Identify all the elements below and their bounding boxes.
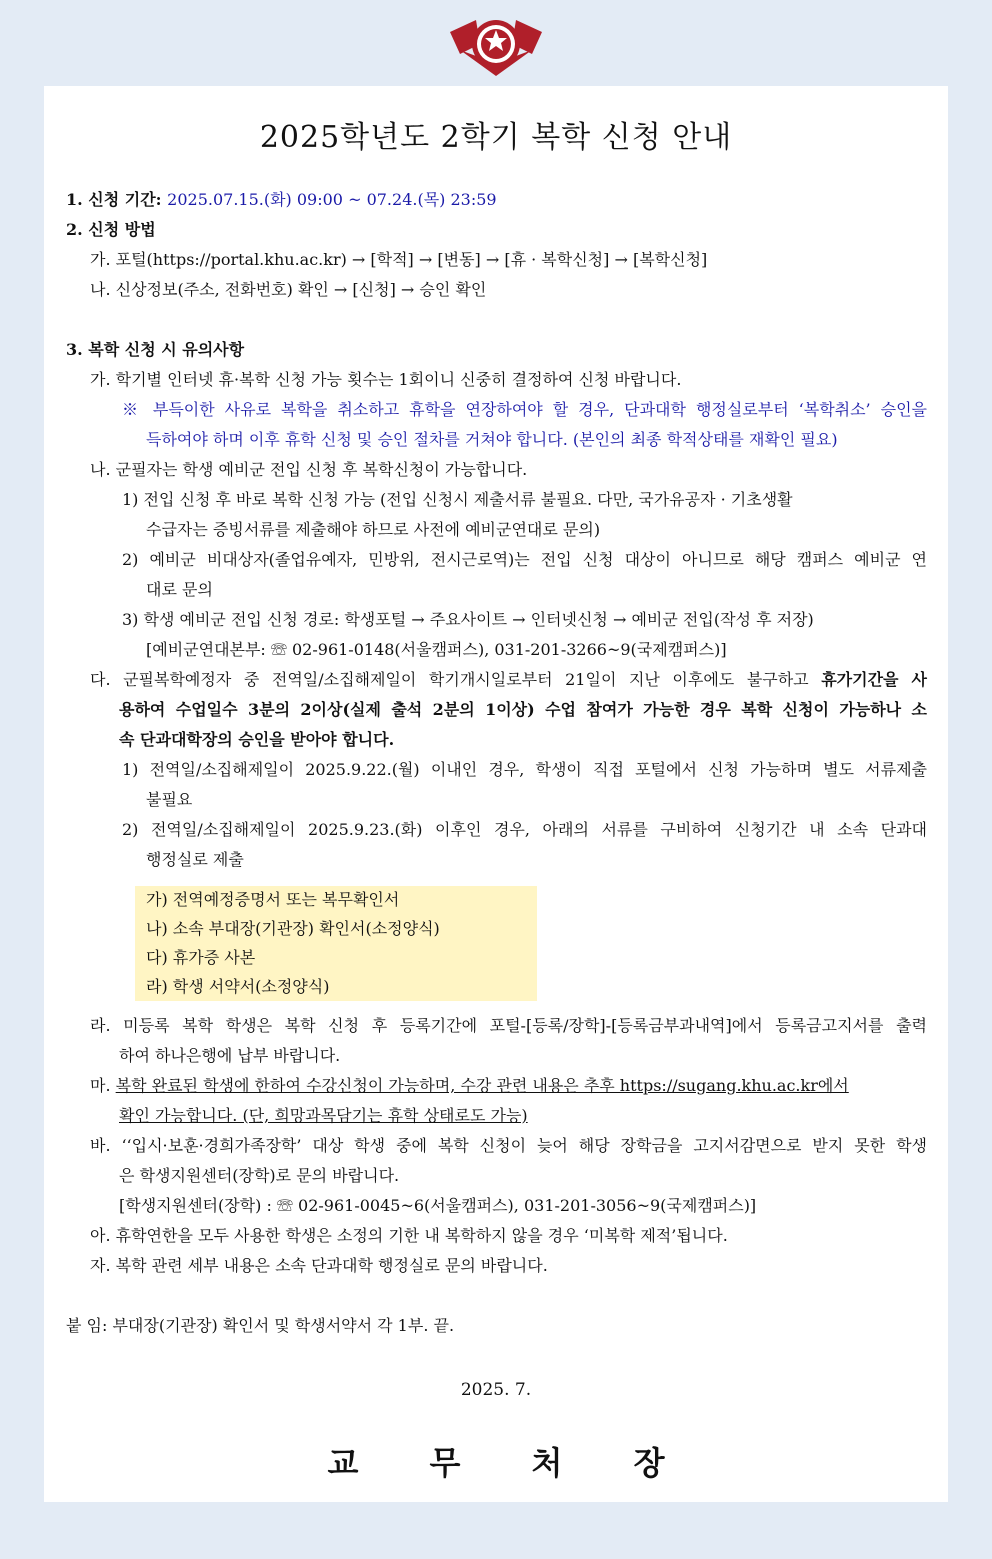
section-3-na-item3-line2: [예비군연대본부: ☏ 02-961-0148(서울캠퍼스), 031-201-3266~9(국제캠퍼스)] (146, 640, 727, 659)
section-3-ma-text: 복학 완료된 학생에 한하여 수강신청이 가능하며, 수강 관련 내용은 추후 https://sugang.khu.ac.kr에서 (115, 1076, 849, 1095)
required-document-item: 라) 학생 서약서(소정양식) (146, 977, 330, 996)
section-3-na: 나. 군필자는 학생 예비군 전입 신청 후 복학신청이 가능합니다. (90, 460, 528, 479)
attachment-note: 붙 임: 부대장(기관장) 확인서 및 학생서약서 각 1부. 끝. (66, 1316, 455, 1335)
section-1-label: 1. 신청 기간: (66, 190, 168, 209)
section-3-da-item2-line2: 행정실로 제출 (146, 850, 244, 869)
page-title: 2025학년도 2학기 복학 신청 안내 (259, 120, 733, 155)
section-3-ga: 가. 학기별 인터넷 휴·복학 신청 가능 횟수는 1회이니 신중히 결정하여 신청 바랍니다. (90, 370, 682, 389)
section-3-ra-line2: 하여 하나은행에 납부 바랍니다. (119, 1046, 341, 1065)
section-3-na-item2-line1: 2) 예비군 비대상자(졸업유예자, 민방위, 전시근로역)는 전입 신청 대상이 아니므로 해당 캠퍼스 예비군 연 (122, 550, 927, 569)
section-3-na-item1-line2: 수급자는 증빙서류를 제출해야 하므로 사전에 예비군연대로 문의) (146, 520, 601, 539)
section-3-ma-line1 (90, 1076, 927, 1096)
section-3-da-line1-bold: 휴가기간을 사 (821, 670, 927, 689)
section-3-ba-line1: 바. ‘‘입시·보훈·경희가족장학’ 대상 학생 중에 복학 신청이 늦어 해당 장학금을 고지서감면으로 받지 못한 학생 (90, 1136, 927, 1155)
section-3-na-item1-line1: 1) 전입 신청 후 바로 복학 신청 가능 (전입 신청시 제출서류 불필요. 다만, 국가유공자 · 기초생활 (122, 490, 793, 509)
section-3-ba-line3: [학생지원센터(장학) : ☏ 02-961-0045~6(서울캠퍼스), 031-201-3056~9(국제캠퍼스)] (119, 1196, 757, 1215)
section-1-period (66, 190, 497, 210)
section-3-da-line2: 용하여 수업일수 3분의 2이상(실제 출석 2분의 1이상) 수업 참여가 가능한 경우 복학 신청이 가능하나 소 (119, 700, 927, 719)
section-3-ma-line2: 확인 가능합니다. (단, 희망과목담기는 휴학 상태로도 가능) (119, 1106, 528, 1125)
section-3-ra-line1: 라. 미등록 복학 학생은 복학 신청 후 등록기간에 포털-[등록/장학]-[등록금부과내역]에서 등록금고지서를 출력 (90, 1016, 927, 1035)
section-3-da-item1-line1: 1) 전역일/소집해제일이 2025.9.22.(월) 이내인 경우, 학생이 직접 포털에서 신청 가능하며 별도 서류제출 (122, 760, 927, 779)
section-2-ga: 가. 포털(https://portal.khu.ac.kr) → [학적] → [변동] → [휴 · 복학신청] → [복학신청] (90, 250, 708, 269)
required-document-item: 가) 전역예정증명서 또는 복무확인서 (146, 890, 400, 909)
section-3-na-item3-line1: 3) 학생 예비군 전입 신청 경로: 학생포털 → 주요사이트 → 인터넷신청 → 예비군 전입(작성 후 저장) (122, 610, 814, 629)
signature: 교 무 처 장 (327, 1444, 695, 1482)
university-logo (446, 10, 546, 80)
required-document-item: 다) 휴가증 사본 (146, 948, 256, 967)
section-3-da-line1-plain: 다. 군필복학예정자 중 전역일/소집해제일이 학기개시일로부터 21일이 지난 이후에도 불구하고 (90, 670, 822, 689)
section-3-da-line3: 속 단과대학장의 승인을 받아야 합니다. (119, 730, 395, 749)
section-3-da-item1-line2: 불필요 (146, 790, 193, 809)
section-3-a: 아. 휴학연한을 모두 사용한 학생은 소정의 기한 내 복학하지 않을 경우 ‘미복학 제적’됩니다. (90, 1226, 728, 1245)
section-3-ba-line2: 은 학생지원센터(장학)로 문의 바랍니다. (119, 1166, 400, 1185)
section-3-note-line1: ※ 부득이한 사유로 복학을 취소하고 휴학을 연장하여야 할 경우, 단과대학 행정실로부터 ‘복학취소’ 승인을 (122, 400, 927, 419)
section-3-ma-prefix: 마. (90, 1076, 116, 1095)
section-2-label: 2. 신청 방법 (66, 220, 156, 239)
section-3-label: 3. 복학 신청 시 유의사항 (66, 340, 245, 359)
required-document-item: 나) 소속 부대장(기관장) 확인서(소정양식) (146, 919, 440, 938)
section-3-da-line1 (90, 670, 927, 690)
section-3-note-line2: 득하여야 하며 이후 휴학 신청 및 승인 절차를 거쳐야 합니다. (본인의 최종 학적상태를 재확인 필요) (146, 430, 838, 449)
section-1-value: 2025.07.15.(화) 09:00 ~ 07.24.(목) 23:59 (167, 190, 497, 209)
document-date: 2025. 7. (460, 1380, 532, 1400)
section-3-da-item2-line1: 2) 전역일/소집해제일이 2025.9.23.(화) 이후인 경우, 아래의 서류를 구비하여 신청기간 내 소속 단과대 (122, 820, 927, 839)
section-3-na-item2-line2: 대로 문의 (146, 580, 213, 599)
section-2-na: 나. 신상정보(주소, 전화번호) 확인 → [신청] → 승인 확인 (90, 280, 487, 299)
section-3-ja: 자. 복학 관련 세부 내용은 소속 단과대학 행정실로 문의 바랍니다. (90, 1256, 548, 1275)
university-seal-icon (446, 10, 546, 80)
